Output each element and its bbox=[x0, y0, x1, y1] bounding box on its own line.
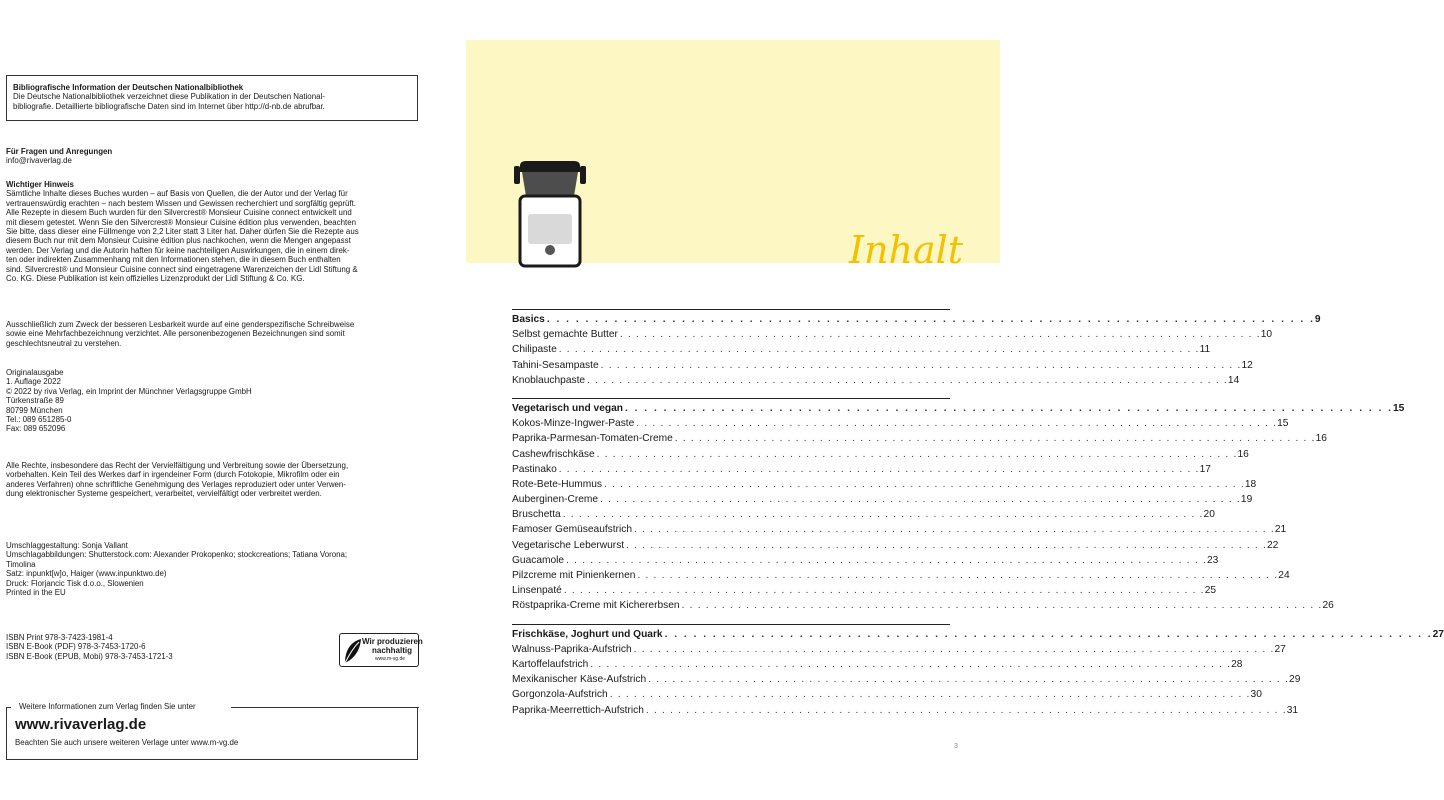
toc-entry-page: 12 bbox=[1241, 359, 1253, 371]
toc-leader-dots: . . . . . . . . . . . . . . . . . . . . . . . . . . . . . . . . . . . . . . . . . . . . . . . . . . . . . . . . . . . . . . . . . . . . . . . . . . . . . . . . bbox=[624, 402, 1394, 414]
toc-entry[interactable] bbox=[512, 687, 1262, 702]
publisher-caption: Weitere Informationen zum Verlag finden Sie unter bbox=[15, 702, 200, 712]
toc-entry-title: Paprika-Parmesan-Tomaten-Creme bbox=[512, 433, 673, 445]
toc-entry-page: 27 bbox=[1274, 643, 1286, 655]
toc-entry[interactable] bbox=[512, 507, 1215, 522]
toc-entry-title: Auberginen-Creme bbox=[512, 494, 599, 506]
toc-leader-dots: . . . . . . . . . . . . . . . . . . . . . . . . . . . . . . . . . . . . . . . . . . . . . . . . . . . . . . . . . . . . . . . . . . . . . . . . . . . . . . . . bbox=[681, 600, 1323, 612]
page-number: 3 bbox=[954, 743, 958, 750]
toc-entry[interactable] bbox=[512, 522, 1287, 537]
toc-entry[interactable] bbox=[512, 342, 1211, 357]
toc-entry-title: Frischkäse, Joghurt und Quark bbox=[512, 628, 663, 640]
sustainability-line1: Wir produzieren bbox=[362, 637, 423, 646]
toc-section-heading[interactable] bbox=[512, 309, 1321, 327]
toc-entry[interactable] bbox=[512, 358, 1253, 373]
toc-entry-title: Chilipaste bbox=[512, 344, 557, 356]
toc-section bbox=[512, 624, 1444, 718]
toc-leader-dots: . . . . . . . . . . . . . . . . . . . . . . . . . . . . . . . . . . . . . . . . . . . . . . . . . . . . . . . . . . . . . . . . . . . . . . . . . . . . . . . . bbox=[604, 478, 1245, 490]
page-title: Inhalt bbox=[849, 228, 964, 272]
toc-entry-page: 9 bbox=[1314, 314, 1321, 325]
contact-section bbox=[6, 147, 426, 166]
publisher-note: Beachten Sie auch unsere weiteren Verlage unter www.m-vg.de bbox=[15, 738, 239, 747]
header-band bbox=[466, 40, 1000, 272]
toc-entry-title: Vegetarisch und vegan bbox=[512, 402, 623, 414]
toc-entry-page: 30 bbox=[1250, 689, 1262, 701]
leaf-icon bbox=[342, 637, 364, 665]
toc-leader-dots: . . . . . . . . . . . . . . . . . . . . . . . . . . . . . . . . . . . . . . . . . . . . . . . . . . . . . . . . . . . . . . . . . . . . . . . . . . . . . . . . bbox=[645, 704, 1287, 716]
toc-entry[interactable] bbox=[512, 373, 1240, 388]
toc-entry[interactable] bbox=[512, 642, 1286, 657]
toc-entry[interactable] bbox=[512, 416, 1289, 431]
toc-entry-title: Mexikanischer Käse-Aufstrich bbox=[512, 674, 647, 686]
toc-entry-page: 14 bbox=[1227, 374, 1240, 386]
toc-entry-page: 18 bbox=[1244, 478, 1257, 490]
toc-entry-title: Paprika-Meerrettich-Aufstrich bbox=[512, 704, 644, 716]
rights-notice: Alle Rechte, insbesondere das Recht der Vervielfältigung und Verbreitung sowie der Übersetzung, vorbehalten. Kein Teil des Werkes darf in irgendeiner Form (durch Fotokopie, Mikrofilm oder ein anderes Verfahren) ohne schriftliche Genehmigung des Verlages reproduziert oder unter Verwen- dung elektronischer Systeme gespeichert, verarbeitet, vervielfältigt oder verbreitet werden. bbox=[6, 461, 349, 499]
imprint-details: Originalausgabe 1. Auflage 2022 © 2022 by riva Verlag, ein Imprint der Münchner Verlagsgruppe GmbH Türkenstraße 89 80799 München Tel.: 089 651285-0 Fax: 089 652096 bbox=[6, 368, 252, 434]
toc-entry-page: 28 bbox=[1231, 658, 1243, 670]
toc-entry[interactable] bbox=[512, 431, 1327, 446]
toc-entry[interactable] bbox=[512, 583, 1217, 598]
toc-leader-dots: . . . . . . . . . . . . . . . . . . . . . . . . . . . . . . . . . . . . . . . . . . . . . . . . . . . . . . . . . . . . . . . . . . . . . . . . . . . . . . . . bbox=[609, 689, 1251, 701]
contents-page bbox=[466, 0, 1444, 800]
toc-entry[interactable] bbox=[512, 477, 1257, 492]
toc-entry[interactable] bbox=[512, 672, 1301, 687]
toc-entry-title: Pilzcreme mit Pinienkernen bbox=[512, 570, 636, 581]
toc-leader-dots: . . . . . . . . . . . . . . . . . . . . . . . . . . . . . . . . . . . . . . . . . . . . . . . . . . . . . . . . . . . . . . . . . . . . . . . . . . . . . . . . bbox=[636, 418, 1278, 430]
toc-entry-title: Walnuss-Paprika-Aufstrich bbox=[512, 643, 632, 655]
isbn-list: ISBN Print 978-3-7423-1981-4 ISBN E-Book (PDF) 978-3-7453-1720-6 ISBN E-Book (EPUB, Mobi) 978-3-7453-1721-3 bbox=[6, 633, 173, 661]
publisher-url[interactable]: www.rivaverlag.de bbox=[15, 716, 147, 733]
important-notice-text: Sämtliche Inhalte dieses Buches wurden – auf Basis von Quellen, die der Autor und der Verlag für vertrauenswürdig erachten – nach bestem Wissen und Gewissen recherchiert und sorgfältig geprüft. Alle Rezepte in diesem Buch wurden für den Silvercrest® Monsieur Cuisine connect entwickelt und mit diesem getestet. Wenn Sie den Silvercrest® Monsieur Cuisine édition plus verwenden, beachten Sie bitte, dass dieser eine Füllmenge von 2,2 Liter statt 3 Liter hat. Daher dürfen Sie die Rezepte aus diesem Buch nur mit dem Monsieur Cuisine édition plus nachkochen, wenn die Mengen angepasst werden. Der Verlag und die Autorin haften für keine nachteiligen Auswirkungen, die in einem direk- ten oder indirekten Zusammenhang mit den Informationen stehen, die in diesem Buch enthalten sind. Silvercrest® und Monsieur Cuisine connect sind eingetragene Warenzeichen der Lidl Stiftung & Co. KG. Diese Publikation ist kein offizielles Lizenzprodukt der Lidl Stiftung & Co. KG. bbox=[6, 189, 359, 284]
toc-entry-page: 16 bbox=[1237, 448, 1249, 460]
toc-entry[interactable] bbox=[512, 447, 1249, 462]
toc-leader-dots: . . . . . . . . . . . . . . . . . . . . . . . . . . . . . . . . . . . . . . . . . . . . . . . . . . . . . . . . . . . . . . . . . . . . . . . . . . . . . . . . bbox=[664, 628, 1433, 640]
toc-entry-title: Selbst gemachte Butter bbox=[512, 329, 618, 341]
important-notice-title: Wichtiger Hinweis bbox=[6, 180, 74, 189]
toc-leader-dots: . . . . . . . . . . . . . . . . . . . . . . . . . . . . . . . . . . . . . . . . . . . . . . . . . . . . . . . . . . . . . . . . . . . . . . . . . . . . . . . . bbox=[562, 509, 1204, 521]
toc-entry-page: 11 bbox=[1199, 344, 1211, 356]
toc-entry[interactable] bbox=[512, 327, 1273, 342]
toc-leader-dots: . . . . . . . . . . . . . . . . . . . . . . . . . . . . . . . . . . . . . . . . . . . . . . . . . . . . . . . . . . . . . . . . . . . . . . . . . . . . . . . . bbox=[626, 539, 1267, 551]
toc-entry-title: Pastinako bbox=[512, 463, 557, 475]
toc-entry-page: 29 bbox=[1289, 674, 1301, 686]
production-credits: Umschlaggestaltung: Sonja Vallant Umschlagabbildungen: Shutterstock.com: Alexander Prokopenko; stockcreations; Tatiana Vorona; Timolina Satz: inpunkt[w]o, Haiger (www.inpunktwo.de) Druck: Florjancic Tisk d.o.o., Slowenien Printed in the EU bbox=[6, 541, 348, 598]
toc-leader-dots: . . . . . . . . . . . . . . . . . . . . . . . . . . . . . . . . . . . . . . . . . . . . . . . . . . . . . . . . . . . . . . . . . . . . . . . . . . . . . . . . bbox=[600, 494, 1241, 506]
toc-entry[interactable] bbox=[512, 598, 1334, 613]
toc-entry-page: 21 bbox=[1274, 524, 1287, 536]
toc-entry-page: 25 bbox=[1204, 585, 1217, 597]
toc-entry-page: 27 bbox=[1432, 628, 1444, 640]
toc-entry[interactable] bbox=[512, 657, 1243, 672]
bibliographic-info-text: Die Deutsche Nationalbibliothek verzeichnet diese Publikation in der Deutschen National- bibliografie. Detaillierte bibliografische Daten sind im Internet über http://d-nb.de abrufbar. bbox=[13, 92, 325, 111]
toc-leader-dots: . . . . . . . . . . . . . . . . . . . . . . . . . . . . . . . . . . . . . . . . . . . . . . . . . . . . . . . . . . . . . . . . . . . . . . . . . . . . . . . . bbox=[600, 359, 1242, 371]
toc-entry-title: Tahini-Sesampaste bbox=[512, 359, 599, 371]
contact-title: Für Fragen und Anregungen bbox=[6, 147, 113, 156]
toc-section-heading[interactable] bbox=[512, 624, 1444, 642]
toc-entry[interactable] bbox=[512, 703, 1299, 718]
toc-entry-page: 10 bbox=[1260, 329, 1273, 341]
toc-leader-dots: . . . . . . . . . . . . . . . . . . . . . . . . . . . . . . . . . . . . . . . . . . . . . . . . . . . . . . . . . . . . . . . . . . . . . . . . . . . . . . . . bbox=[558, 344, 1200, 356]
bibliographic-info-title: Bibliografische Information der Deutschen Nationalbibliothek bbox=[13, 83, 244, 92]
toc-entry-page: 15 bbox=[1393, 402, 1405, 414]
toc-entry-title: Famoser Gemüseaufstrich bbox=[512, 524, 633, 536]
toc-entry-title: Linsenpaté bbox=[512, 585, 562, 597]
toc-leader-dots: . . . . . . . . . . . . . . . . . . . . . . . . . . . . . . . . . . . . . . . . . . . . . . . . . . . . . . . . . . . . . . . . . . . . . . . . . . . . . . . . bbox=[637, 570, 1279, 581]
contact-email: info@rivaverlag.de bbox=[6, 156, 72, 166]
toc-entry-title: Vegetarische Leberwurst bbox=[512, 539, 625, 551]
sustainability-line2: nachhaltig bbox=[372, 646, 413, 655]
table-of-contents bbox=[512, 309, 1444, 728]
toc-leader-dots: . . . . . . . . . . . . . . . . . . . . . . . . . . . . . . . . . . . . . . . . . . . . . . . . . . . . . . . . . . . . . . . . . . . . . . . . . . . . . . . . bbox=[619, 329, 1261, 341]
toc-leader-dots: . . . . . . . . . . . . . . . . . . . . . . . . . . . . . . . . . . . . . . . . . . . . . . . . . . . . . . . . . . . . . . . . . . . . . . . . . . . . . . . . bbox=[648, 674, 1290, 686]
toc-section bbox=[512, 309, 1321, 388]
toc-entry-title: Kokos-Minze-Ingwer-Paste bbox=[512, 418, 635, 430]
toc-entry[interactable] bbox=[512, 538, 1279, 553]
sustainability-url: www.m-vg.de bbox=[375, 656, 406, 662]
toc-entry-title: Cashewfrischkäse bbox=[512, 448, 595, 460]
toc-entry-page: 22 bbox=[1266, 539, 1279, 551]
toc-entry[interactable] bbox=[512, 553, 1219, 568]
toc-entry-title: Basics bbox=[512, 314, 545, 325]
toc-entry-title: Röstpaprika-Creme mit Kichererbsen bbox=[512, 600, 680, 612]
toc-entry[interactable] bbox=[512, 462, 1211, 477]
important-notice bbox=[6, 180, 426, 283]
toc-entry-title: Guacamole bbox=[512, 554, 565, 566]
gender-notice: Ausschließlich zum Zweck der besseren Lesbarkeit wurde auf eine genderspezifische Schreibweise sowie eine Mehrfachbezeichnung verzichtet. Alle personenbezogenen Bezeichnungen sind somit geschlechtsneutral zu verstehen. bbox=[6, 320, 355, 348]
toc-entry-title: Kartoffelaufstrich bbox=[512, 658, 589, 670]
toc-entry-page: 19 bbox=[1240, 494, 1253, 506]
toc-section bbox=[512, 398, 1405, 614]
toc-entry-title: Rote-Bete-Hummus bbox=[512, 478, 603, 490]
publisher-info-box bbox=[6, 702, 418, 760]
toc-entry-page: 20 bbox=[1203, 509, 1215, 521]
toc-entry[interactable] bbox=[512, 492, 1253, 507]
toc-leader-dots: . . . . . . . . . . . . . . . . . . . . . . . . . . . . . . . . . . . . . . . . . . . . . . . . . . . . . . . . . . . . . . . . . . . . . . . . . . . . . . . . bbox=[546, 314, 1315, 325]
toc-entry-title: Bruschetta bbox=[512, 509, 561, 521]
toc-leader-dots: . . . . . . . . . . . . . . . . . . . . . . . . . . . . . . . . . . . . . . . . . . . . . . . . . . . . . . . . . . . . . . . . . . . . . . . . . . . . . . . . bbox=[587, 374, 1228, 386]
toc-leader-dots: . . . . . . . . . . . . . . . . . . . . . . . . . . . . . . . . . . . . . . . . . . . . . . . . . . . . . . . . . . . . . . . . . . . . . . . . . . . . . . . . bbox=[563, 585, 1205, 597]
toc-entry[interactable] bbox=[512, 568, 1290, 583]
toc-section-heading[interactable] bbox=[512, 398, 1405, 416]
toc-leader-dots: . . . . . . . . . . . . . . . . . . . . . . . . . . . . . . . . . . . . . . . . . . . . . . . . . . . . . . . . . . . . . . . . . . . . . . . . . . . . . . . . bbox=[558, 463, 1200, 475]
imprint-page bbox=[0, 0, 470, 800]
toc-entry-page: 31 bbox=[1286, 704, 1299, 716]
toc-entry-page: 23 bbox=[1206, 554, 1219, 566]
toc-entry-page: 17 bbox=[1199, 463, 1211, 475]
kitchen-machine-icon bbox=[512, 160, 588, 268]
sustainability-badge bbox=[339, 633, 423, 667]
toc-leader-dots: . . . . . . . . . . . . . . . . . . . . . . . . . . . . . . . . . . . . . . . . . . . . . . . . . . . . . . . . . . . . . . . . . . . . . . . . . . . . . . . . bbox=[596, 448, 1238, 460]
toc-entry-page: 15 bbox=[1277, 418, 1289, 430]
toc-leader-dots: . . . . . . . . . . . . . . . . . . . . . . . . . . . . . . . . . . . . . . . . . . . . . . . . . . . . . . . . . . . . . . . . . . . . . . . . . . . . . . . . bbox=[566, 554, 1207, 566]
toc-entry-title: Gorgonzola-Aufstrich bbox=[512, 689, 608, 701]
toc-leader-dots: . . . . . . . . . . . . . . . . . . . . . . . . . . . . . . . . . . . . . . . . . . . . . . . . . . . . . . . . . . . . . . . . . . . . . . . . . . . . . . . . bbox=[674, 433, 1316, 445]
toc-leader-dots: . . . . . . . . . . . . . . . . . . . . . . . . . . . . . . . . . . . . . . . . . . . . . . . . . . . . . . . . . . . . . . . . . . . . . . . . . . . . . . . . bbox=[633, 643, 1275, 655]
bibliographic-info-box bbox=[6, 75, 418, 121]
toc-leader-dots: . . . . . . . . . . . . . . . . . . . . . . . . . . . . . . . . . . . . . . . . . . . . . . . . . . . . . . . . . . . . . . . . . . . . . . . . . . . . . . . . bbox=[590, 658, 1232, 670]
toc-leader-dots: . . . . . . . . . . . . . . . . . . . . . . . . . . . . . . . . . . . . . . . . . . . . . . . . . . . . . . . . . . . . . . . . . . . . . . . . . . . . . . . . bbox=[634, 524, 1275, 536]
toc-entry-page: 26 bbox=[1322, 600, 1334, 612]
toc-entry-page: 24 bbox=[1278, 570, 1290, 581]
toc-entry-title: Knoblauchpaste bbox=[512, 374, 586, 386]
toc-entry-page: 16 bbox=[1315, 433, 1327, 445]
